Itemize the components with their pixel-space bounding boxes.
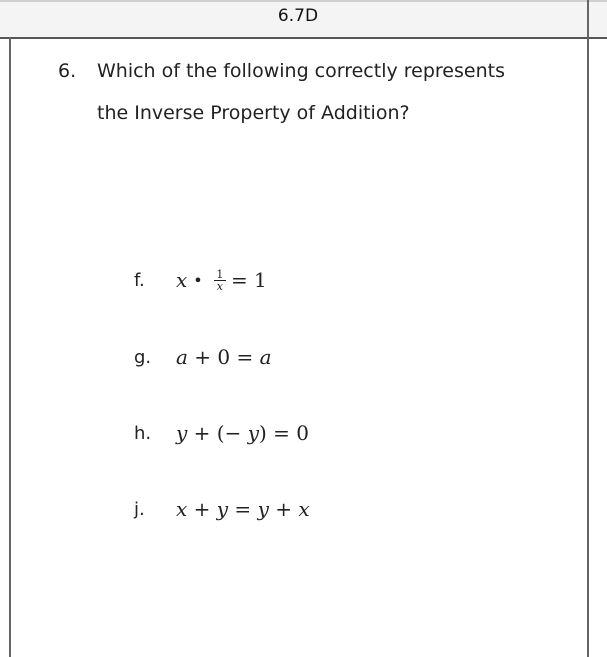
math-var: y — [176, 421, 188, 445]
choice-letter: f. — [134, 269, 145, 291]
math-var: x — [176, 497, 188, 521]
math-var: y — [247, 421, 260, 445]
question-text: Which of the following correctly represents the Inverse Property of Addition? — [97, 60, 505, 124]
standard-code: 6.7D — [277, 6, 319, 26]
fraction — [214, 269, 226, 292]
math-op: = — [228, 497, 258, 521]
choice-expression — [176, 345, 272, 369]
math-var: y — [257, 497, 269, 521]
choice-expression — [176, 421, 309, 445]
math-var: a — [176, 345, 188, 369]
math-var: x — [176, 268, 188, 292]
choice-h[interactable] — [134, 416, 309, 450]
choice-g[interactable] — [134, 340, 272, 374]
choice-expression — [176, 268, 267, 292]
choice-expression — [176, 497, 310, 521]
right-border — [587, 0, 589, 657]
choice-letter: g. — [134, 346, 152, 368]
question-block — [58, 50, 538, 134]
choice-letter: j. — [134, 498, 145, 520]
math-rhs: = 1 — [230, 268, 267, 292]
math-var: y — [216, 497, 229, 521]
math-op: + 0 = — [187, 345, 260, 369]
math-op: + (− — [187, 421, 248, 445]
math-var: x — [298, 497, 310, 521]
math-var: a — [259, 345, 272, 369]
top-rule — [0, 0, 607, 2]
math-op: + — [268, 497, 299, 521]
fraction-numerator: 1 — [216, 267, 224, 281]
question-number: 6. — [58, 60, 77, 82]
fraction-denominator: x — [214, 280, 226, 292]
choice-j[interactable] — [134, 492, 310, 526]
header-divider — [0, 37, 607, 39]
choice-f[interactable] — [134, 263, 267, 297]
math-op: + — [187, 497, 217, 521]
multiplication-dot: • — [193, 270, 203, 290]
math-op: ) = 0 — [259, 421, 310, 445]
left-border — [9, 37, 11, 657]
choice-letter: h. — [134, 422, 152, 444]
